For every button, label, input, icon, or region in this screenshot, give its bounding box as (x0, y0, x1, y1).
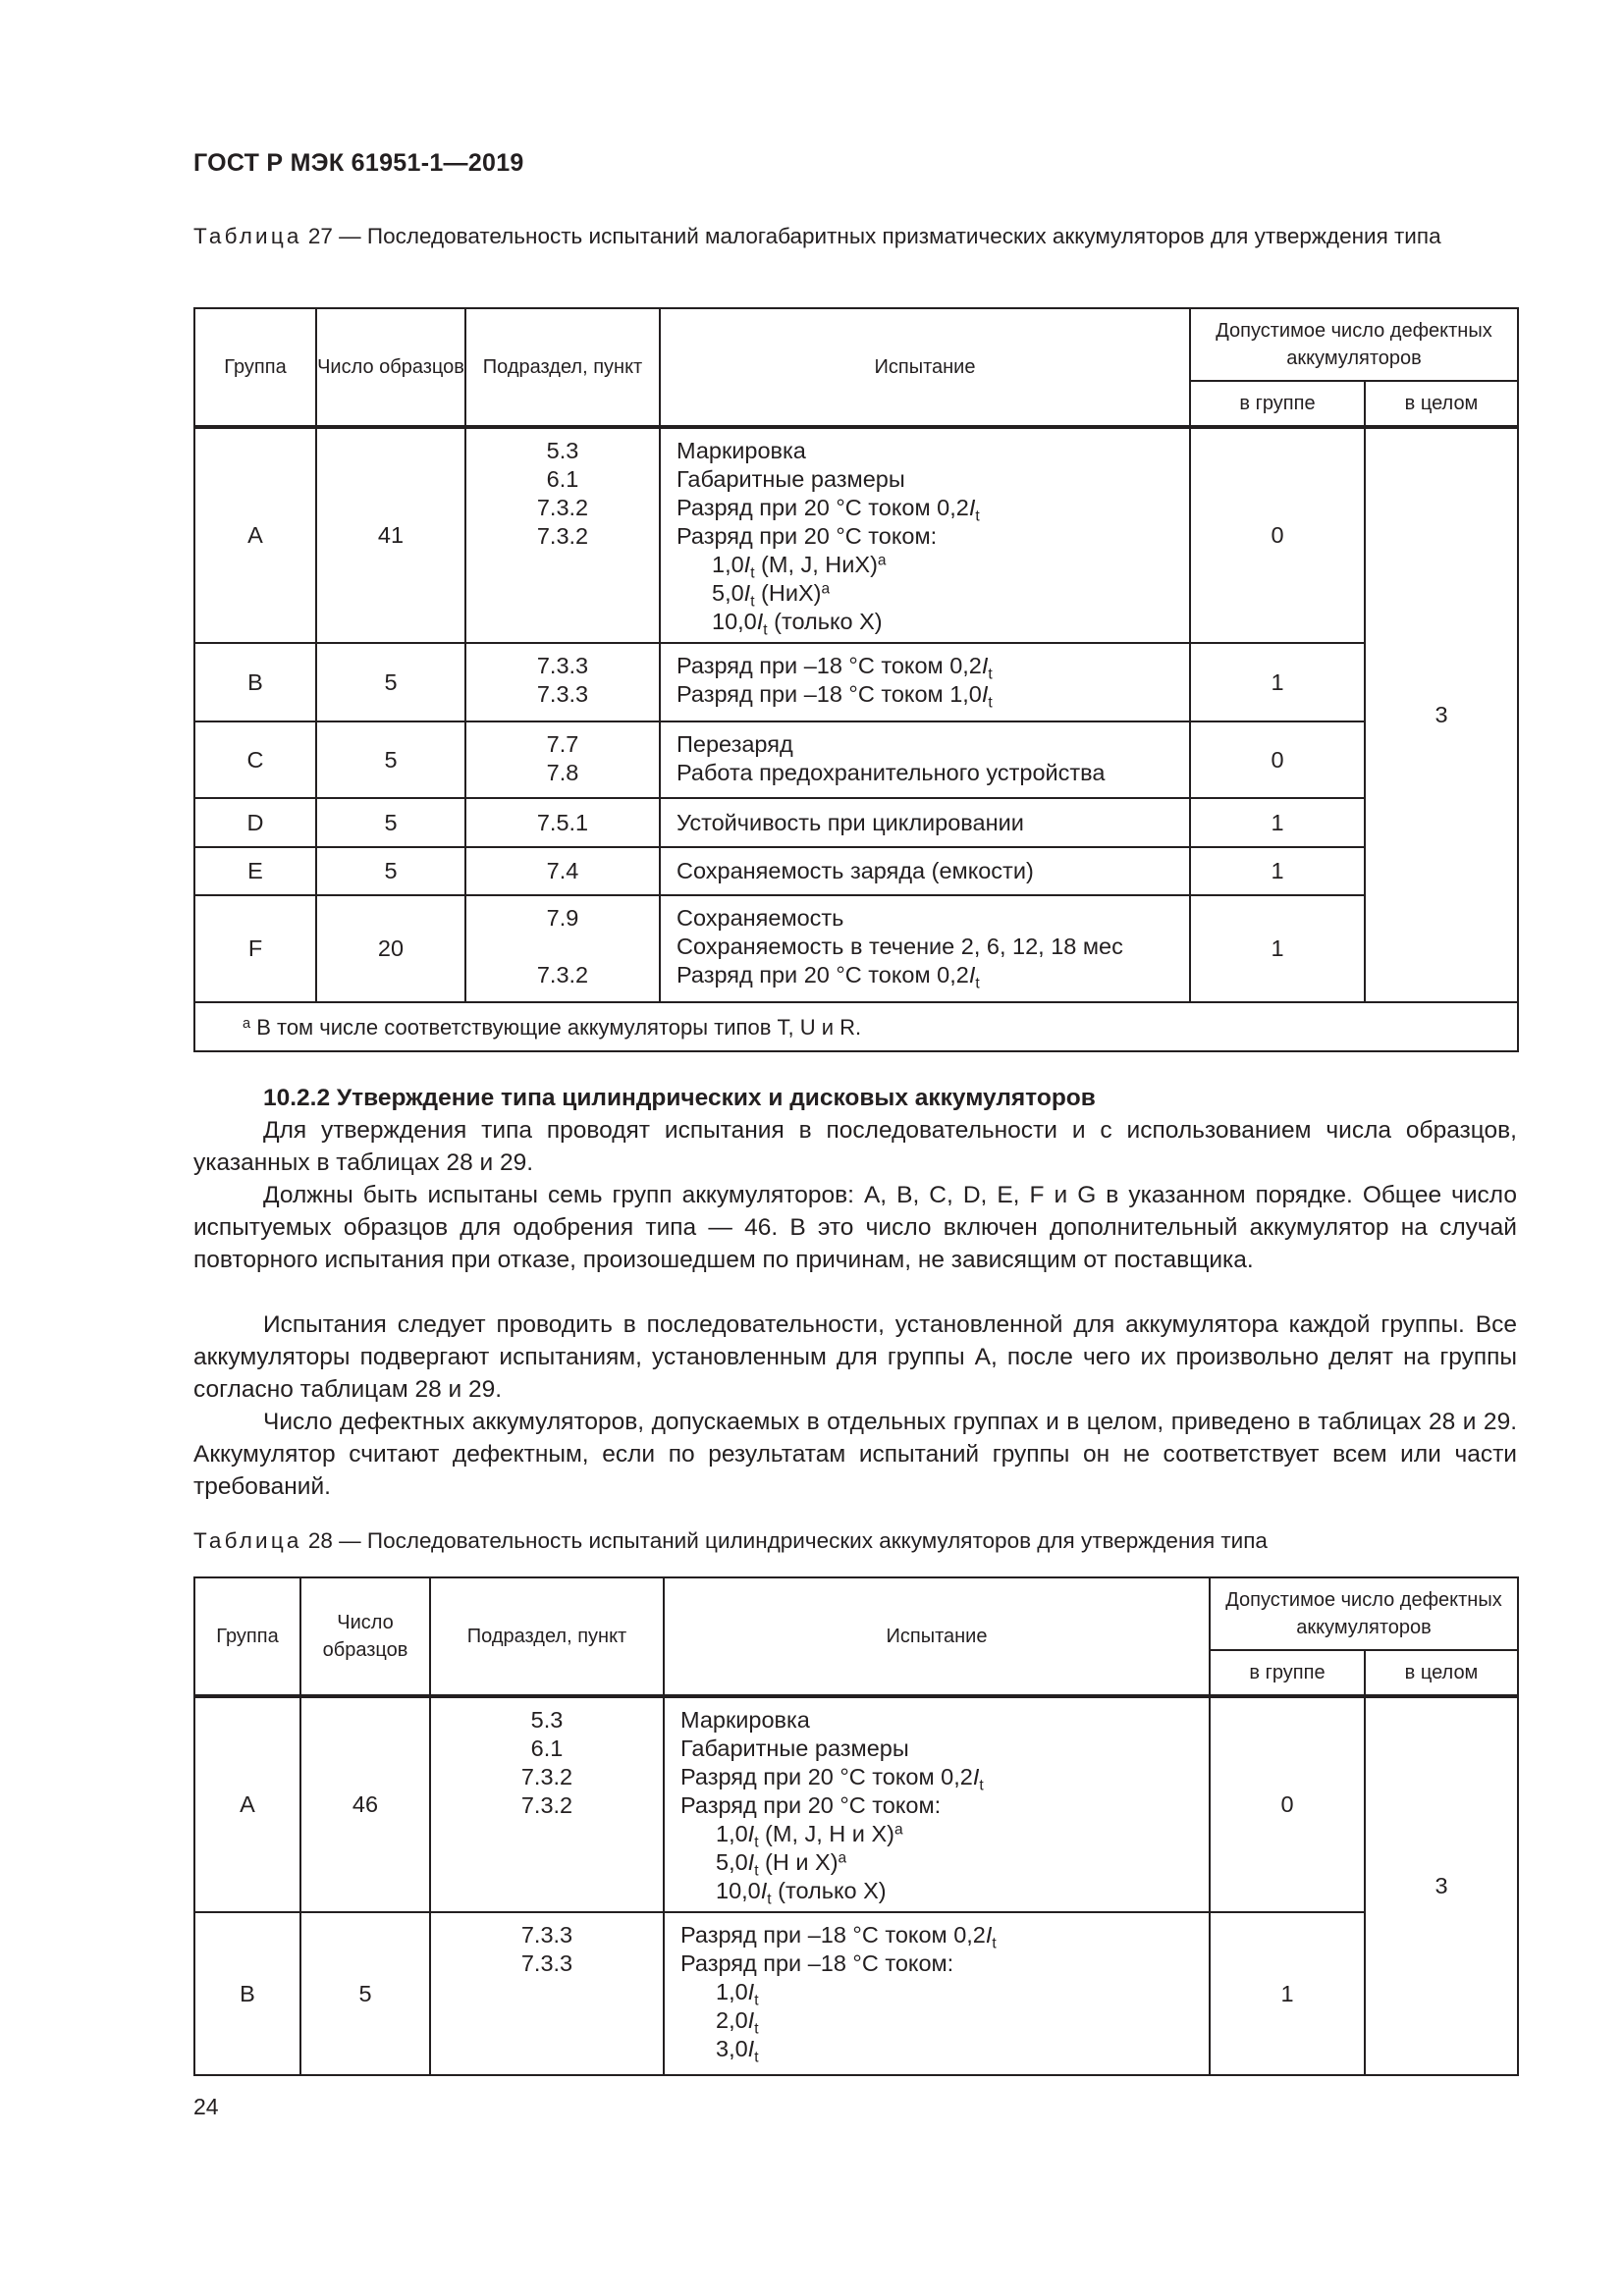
header-in-group: в группе (1190, 381, 1365, 427)
test-cell: Разряд при –18 °С током $0,2I_t$ Разряд при –18 °С током $1,0I_t$ (660, 643, 1190, 721)
table-row (194, 643, 1518, 721)
header-subsection: Подраздел, пункт (465, 308, 660, 427)
subsection-cell: 5.3 6.1 7.3.2 7.3.2 (465, 427, 660, 643)
table-28-caption-word: Таблица (193, 1528, 302, 1553)
table-row (194, 798, 1518, 847)
test-cell: Маркировка Габаритные размеры Разряд при 20 °С током $0,2I_t$ Разряд при 20 °С током: $1,0I_t$ (M, J, НиХ)$^a$ $5,0I_t$ (НиХ)$^a$ $10,0I_t$ (только Х) (660, 427, 1190, 643)
count-cell: 5 (316, 847, 465, 895)
test-cell: Устойчивость при циклировании (660, 798, 1190, 847)
count-cell: 5 (300, 1912, 430, 2075)
table-row (194, 721, 1518, 798)
header-test: Испытание (660, 308, 1190, 427)
header-defects: Допустимое число дефектных аккумуляторов (1210, 1577, 1518, 1650)
count-cell: 41 (316, 427, 465, 643)
header-count: Число образцов (300, 1577, 430, 1696)
defects-in-group-cell: 1 (1190, 895, 1365, 1002)
subsection-cell: 7.7 7.8 (465, 721, 660, 798)
table-row (194, 427, 1518, 643)
defects-in-group-cell: 1 (1190, 798, 1365, 847)
group-cell: E (194, 847, 316, 895)
test-cell: Маркировка Габаритные размеры Разряд при 20 °С током $0,2I_t$ Разряд при 20 °С током: $1,0I_t$ (M, J, H и Х)$^a$ $5,0I_t$ (H и Х)$^a$ $10,0I_t$ (только Х) (664, 1696, 1210, 1912)
document-header: ГОСТ Р МЭК 61951-1—2019 (193, 149, 524, 177)
defects-in-group-cell: 1 (1190, 643, 1365, 721)
count-cell: 5 (316, 798, 465, 847)
subsection-cell: 7.5.1 (465, 798, 660, 847)
table-row (194, 1696, 1518, 1912)
header-subsection: Подраздел, пункт (430, 1577, 664, 1696)
count-cell: 5 (316, 721, 465, 798)
table-row (194, 847, 1518, 895)
table-28-caption (193, 1526, 1515, 1556)
defects-in-group-cell: 1 (1210, 1912, 1365, 2075)
defects-in-group-cell: 0 (1190, 721, 1365, 798)
table-footnote-row (194, 1002, 1518, 1051)
table-27-caption-text: 27 — Последовательность испытаний малогабаритных призматических аккумуляторов для утверждения типа (307, 224, 1441, 248)
group-cell: B (194, 643, 316, 721)
group-cell: A (194, 1696, 300, 1912)
subsection-cell: 7.3.3 7.3.3 (465, 643, 660, 721)
count-cell: 20 (316, 895, 465, 1002)
paragraph: Число дефектных аккумуляторов, допускаемых в отдельных группах и в целом, приведено в таблицах 28 и 29. Аккумулятор считают дефектным, если по результатам испытаний группы он не соответствует всем или части требований. (193, 1409, 1517, 1500)
header-in-group: в группе (1210, 1650, 1365, 1696)
table-27-caption (193, 222, 1515, 251)
test-cell: Сохраняемость заряда (емкости) (660, 847, 1190, 895)
header-defects: Допустимое число дефектных аккумуляторов (1190, 308, 1518, 381)
group-cell: C (194, 721, 316, 798)
subsection-cell: 7.4 (465, 847, 660, 895)
test-cell: Сохраняемость Сохраняемость в течение 2, 6, 12, 18 мес Разряд при 20 °С током $0,2I_t$ (660, 895, 1190, 1002)
table-28-caption-text: 28 — Последовательность испытаний цилиндрических аккумуляторов для утверждения типа (307, 1528, 1268, 1553)
header-total: в целом (1365, 1650, 1518, 1696)
subsection-cell: 7.9 7.3.2 (465, 895, 660, 1002)
subsection-cell: 5.3 6.1 7.3.2 7.3.2 (430, 1696, 664, 1912)
test-cell: Перезаряд Работа предохранительного устройства (660, 721, 1190, 798)
paragraph: Для утверждения типа проводят испытания в последовательности и с использованием числа образцов, указанных в таблицах 28 и 29. (193, 1117, 1517, 1176)
defects-total-cell: 3 (1365, 1696, 1518, 2075)
defects-total-cell: 3 (1365, 427, 1518, 1002)
count-cell: 46 (300, 1696, 430, 1912)
page-number: 24 (193, 2094, 219, 2119)
table-27-caption-word: Таблица (193, 224, 302, 248)
subsection-cell: 7.3.3 7.3.3 (430, 1912, 664, 2075)
defects-in-group-cell: 0 (1190, 427, 1365, 643)
group-cell: F (194, 895, 316, 1002)
group-cell: B (194, 1912, 300, 2075)
header-count: Число образцов (316, 308, 465, 427)
header-group: Группа (194, 308, 316, 427)
table-27 (193, 307, 1519, 1052)
header-total: в целом (1365, 381, 1518, 427)
count-cell: 5 (316, 643, 465, 721)
header-group: Группа (194, 1577, 300, 1696)
paragraph: Испытания следует проводить в последовательности, установленной для аккумулятора каждой группы. Все аккумуляторы подвергают испытаниям, установленным для группы А, после чего их произвольно делят на группы согласно таблицам 28 и 29. (193, 1311, 1517, 1403)
table-28 (193, 1576, 1519, 2076)
header-test: Испытание (664, 1577, 1210, 1696)
defects-in-group-cell: 0 (1210, 1696, 1365, 1912)
table-footnote: $^a$ В том числе соответствующие аккумуляторы типов T, U и R. (194, 1002, 1518, 1051)
test-cell: Разряд при –18 °С током $0,2I_t$ Разряд при –18 °С током: $1,0I_t$ $2,0I_t$ $3,0I_t$ (664, 1912, 1210, 2075)
table-row (194, 895, 1518, 1002)
table-row (194, 1912, 1518, 2075)
group-cell: A (194, 427, 316, 643)
group-cell: D (194, 798, 316, 847)
paragraph: Должны быть испытаны семь групп аккумуляторов: A, B, C, D, E, F и G в указанном порядке. Общее число испытуемых образцов для одобрения типа — 46. В это число включен дополнительный аккумулятор на случай повторного испытания при отказе, произошедшем по причинам, не зависящим от поставщика. (193, 1182, 1517, 1273)
section-title: 10.2.2 Утверждение типа цилиндрических и дисковых аккумуляторов (263, 1085, 1096, 1111)
defects-in-group-cell: 1 (1190, 847, 1365, 895)
